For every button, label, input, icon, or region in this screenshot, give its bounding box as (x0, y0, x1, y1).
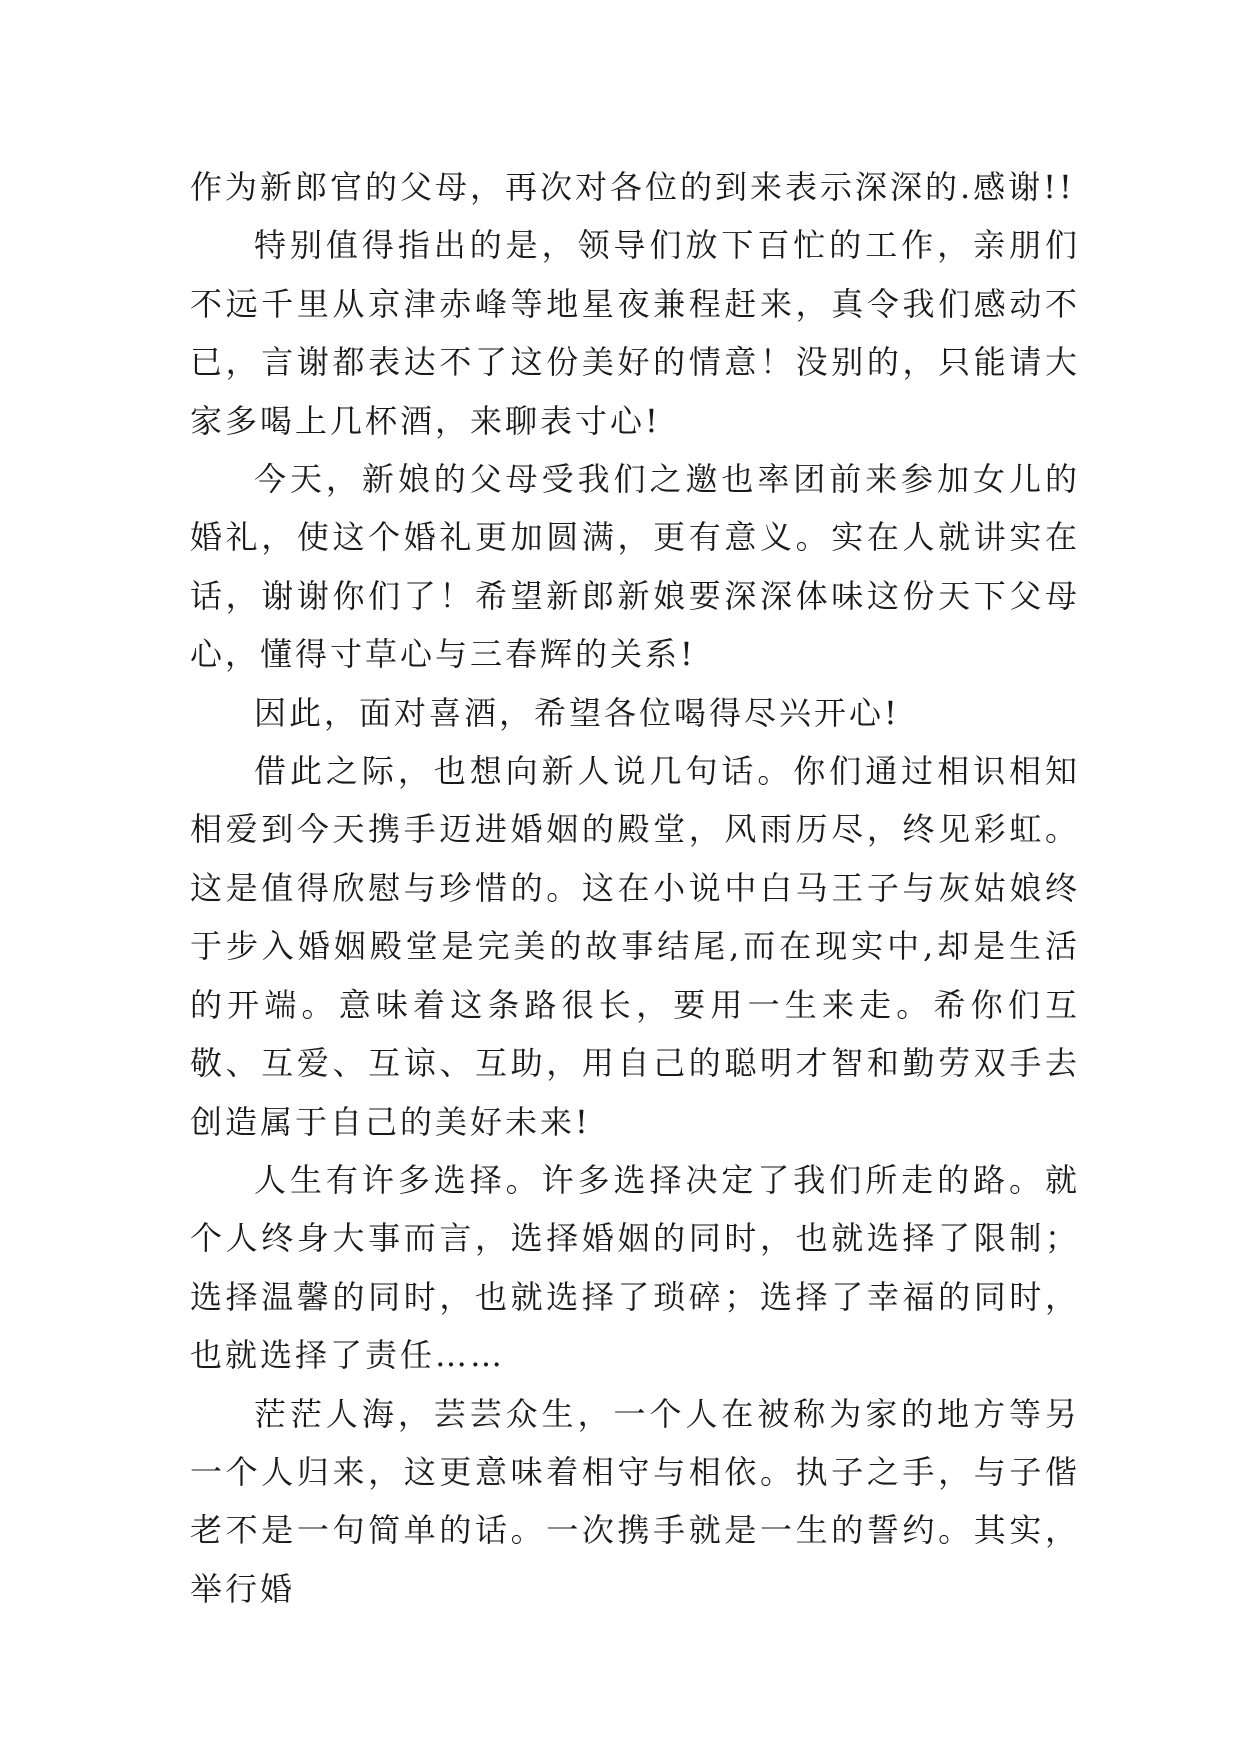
paragraph-2: 特别值得指出的是，领导们放下百忙的工作，亲朋们不远千里从京津赤峰等地星夜兼程赶来，真令我们感动不已，言谢都表达不了这份美好的情意！没别的，只能请大家多喝上几杯酒，来聊表寸心! (190, 226, 1080, 440)
paragraph-3: 今天，新娘的父母受我们之邀也率团前来参加女儿的婚礼，使这个婚礼更加圆满，更有意义。实在人就讲实在话，谢谢你们了！希望新郎新娘要深深体味这份天下父母心，懂得寸草心与三春辉的关系! (190, 460, 1080, 674)
paragraph-7: 茫茫人海，芸芸众生，一个人在被称为家的地方等另一个人归来，这更意味着相守与相依。执子之手，与子偕老不是一句简单的话。一次携手就是一生的誓约。其实，举行婚 (190, 1394, 1080, 1608)
document-body (190, 158, 1080, 1618)
paragraph-5: 借此之际，也想向新人说几句话。你们通过相识相知相爱到今天携手迈进婚姻的殿堂，风雨历尽，终见彩虹。这是值得欣慰与珍惜的。这在小说中白马王子与灰姑娘终于步入婚姻殿堂是完美的故事结尾,而在现实中,却是生活的开端。意味着这条路很长，要用一生来走。希你们互敬、互爱、互谅、互助，用自己的聪明才智和勤劳双手去创造属于自己的美好未来! (190, 752, 1080, 1141)
paragraph-1: 作为新郎官的父母，再次对各位的到来表示深深的.感谢!! (190, 168, 1075, 206)
paragraph-4: 因此，面对喜酒，希望各位喝得尽兴开心! (254, 693, 900, 732)
paragraph-6: 人生有许多选择。许多选择决定了我们所走的路。就个人终身大事而言，选择婚姻的同时，也就选择了限制；选择温馨的同时，也就选择了琐碎；选择了幸福的同时，也就选择了责任…… (190, 1160, 1080, 1375)
